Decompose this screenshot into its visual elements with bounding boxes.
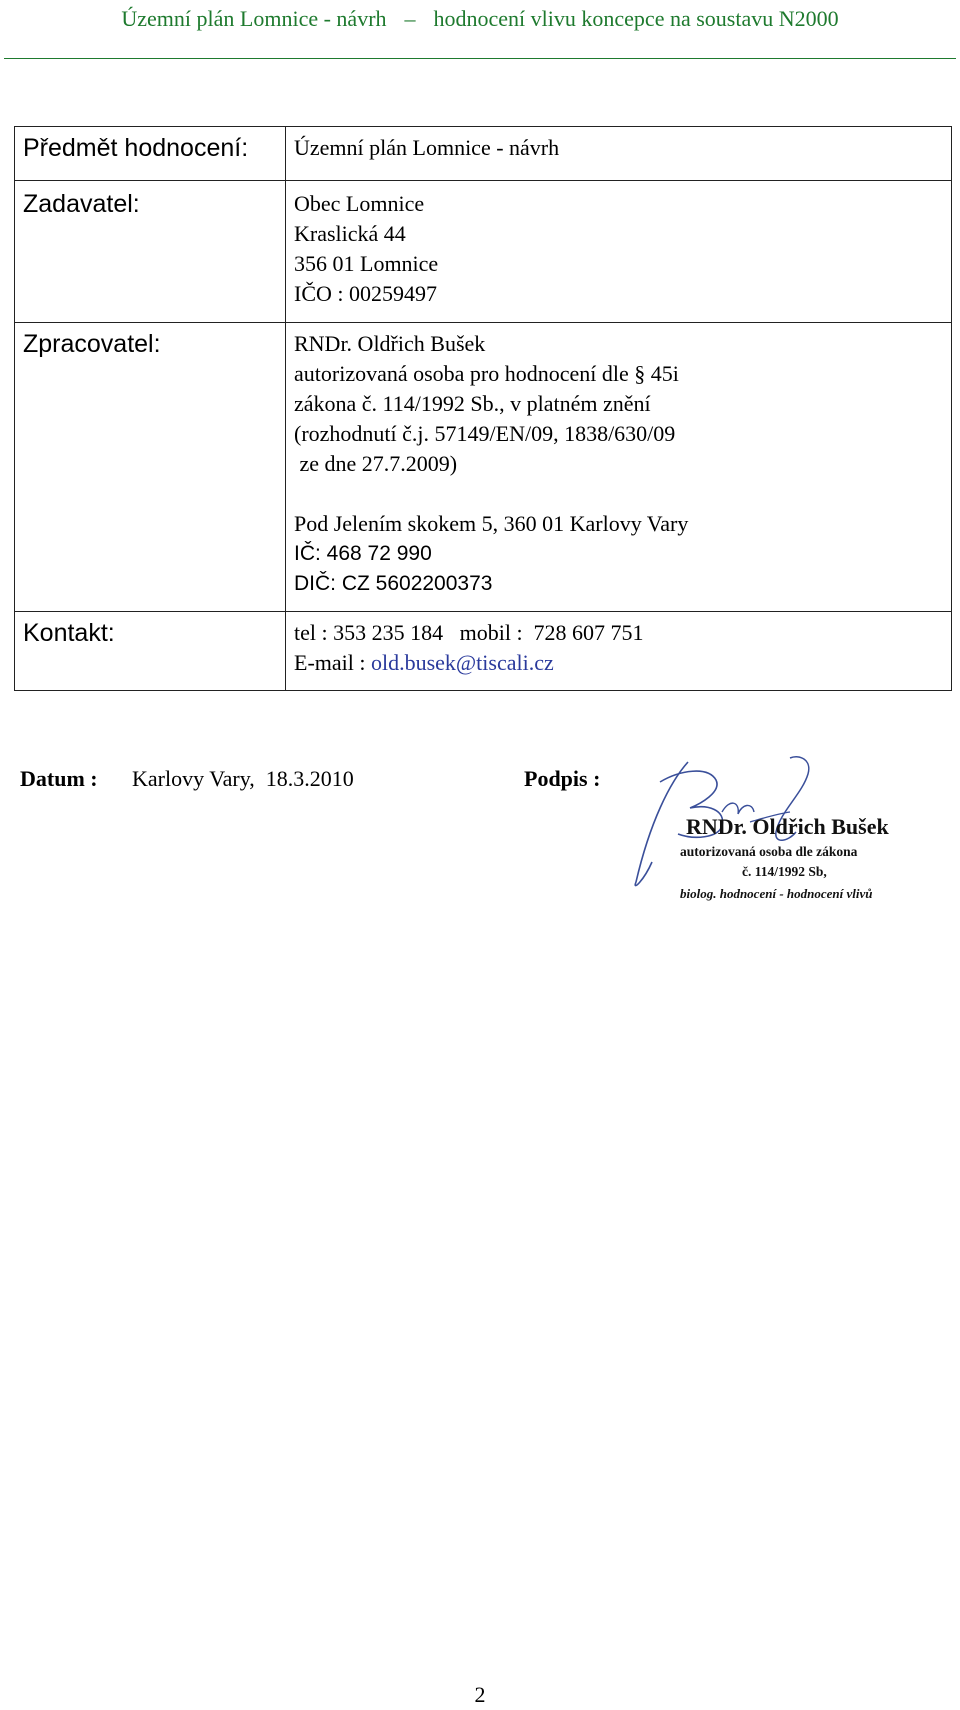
processor-authorization-3: (rozhodnutí č.j. 57149/EN/09, 1838/630/09 [294,421,676,446]
client-value [286,181,952,323]
client-label: Zadavatel: [15,181,286,323]
info-table [14,126,952,691]
processor-address: Pod Jelením skokem 5, 360 01 Karlovy Vary [294,511,689,536]
date-value: Karlovy Vary, 18.3.2010 [132,766,354,791]
stamp-name: RNDr. Oldřich Bušek [686,814,889,839]
processor-row [15,323,952,612]
client-name: Obec Lomnice [294,191,425,216]
header-rule [4,58,956,59]
page-header [0,6,960,32]
processor-spacer [294,479,951,509]
processor-ic: IČ: 468 72 990 [294,542,432,565]
header-separator: – [404,6,416,31]
contact-email-line [294,648,951,678]
processor-authorization-1: autorizovaná osoba pro hodnocení dle § 45i [294,361,679,386]
processor-authorization-4: ze dne 27.7.2009) [294,451,458,476]
client-city: 356 01 Lomnice [294,251,439,276]
date-label: Datum : [20,766,98,791]
client-street: Kraslická 44 [294,221,406,246]
contact-value [286,612,952,691]
signature-label: Podpis : [524,766,601,791]
client-row [15,181,952,323]
processor-name: RNDr. Oldřich Bušek [294,331,486,356]
processor-label: Zpracovatel: [15,323,286,612]
contact-email-link[interactable]: old.busek@tiscali.cz [370,650,554,675]
contact-row [15,612,952,691]
header-document-title: Územní plán Lomnice - návrh [121,6,387,31]
stamp-line-1: autorizovaná osoba dle zákona [680,844,858,859]
subject-label: Předmět hodnocení: [15,127,286,181]
subject-row [15,127,952,181]
processor-dic: DIČ: CZ 5602200373 [294,572,493,595]
signature-stamp-image [630,752,940,912]
contact-label: Kontakt: [15,612,286,691]
stamp-line-2: č. 114/1992 Sb, [742,864,827,879]
processor-authorization-2: zákona č. 114/1992 Sb., v platném znění [294,391,651,416]
subject-value: Územní plán Lomnice - návrh [286,127,952,181]
signature-graphic [630,752,940,912]
contact-phone: tel : 353 235 184 mobil : 728 607 751 [294,620,644,645]
processor-value [286,323,952,612]
header-document-subtitle: hodnocení vlivu koncepce na soustavu N2000 [433,6,839,31]
page-number: 2 [474,1682,486,1707]
contact-email-label: E-mail : [294,650,371,675]
client-ico: IČO : 00259497 [294,281,437,306]
stamp-line-3: biolog. hodnocení - hodnocení vlivů [680,886,873,901]
